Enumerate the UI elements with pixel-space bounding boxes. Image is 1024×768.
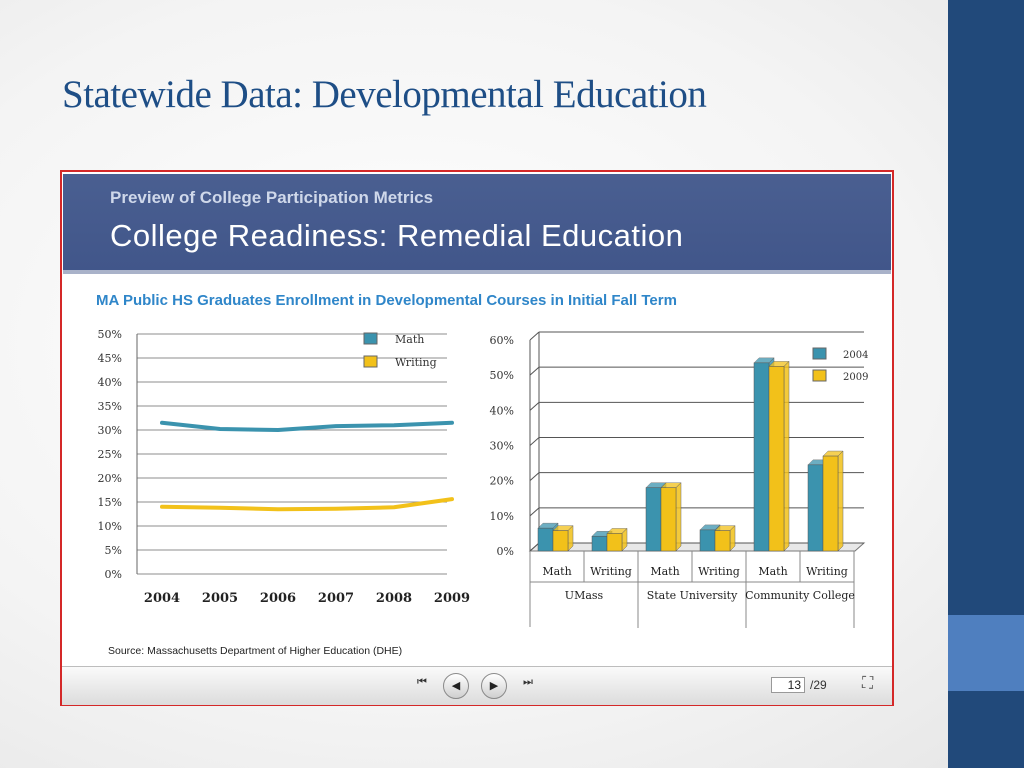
group-label: UMass — [564, 589, 604, 602]
source-note: Source: Massachusetts Department of Higher Education (DHE) — [108, 645, 403, 657]
data-point — [161, 505, 164, 508]
legend-label: Writing — [395, 356, 437, 369]
y-tick-label: 0% — [496, 545, 514, 558]
next-slide-button[interactable]: ▶ — [481, 673, 507, 699]
banner-subtitle: Preview of College Participation Metrics — [110, 188, 434, 207]
x-tick-label: 2007 — [317, 591, 355, 606]
legend-swatch-writing — [364, 356, 377, 367]
x-tick-label: 2008 — [375, 591, 413, 606]
bar-2004 — [646, 488, 661, 551]
first-slide-icon[interactable]: ⏮ — [417, 676, 427, 688]
data-point — [451, 421, 454, 424]
bar-2009 — [661, 488, 676, 551]
y-tick-label: 5% — [104, 544, 122, 557]
data-point — [219, 428, 222, 431]
bar-2009 — [553, 531, 568, 551]
y-tick-label: 40% — [489, 404, 514, 418]
legend-swatch-2004 — [813, 348, 826, 359]
bar-2009 — [607, 533, 622, 551]
x-tick-label: 2009 — [433, 591, 471, 606]
viewer-controls — [62, 666, 892, 705]
data-point — [161, 421, 164, 424]
embedded-slide-viewer — [60, 170, 894, 706]
x-tick-label: Writing — [806, 565, 848, 578]
legend-label: 2009 — [843, 372, 869, 383]
chart-heading: MA Public HS Graduates Enrollment in Developmental Courses in Initial Fall Term — [96, 292, 677, 309]
y-tick-label: 40% — [97, 376, 122, 389]
bar-2009 — [769, 366, 784, 551]
line-chart — [62, 322, 471, 612]
bar-2004 — [538, 528, 553, 551]
slide-title: Statewide Data: Developmental Education — [62, 73, 707, 116]
banner-title: College Readiness: Remedial Education — [110, 218, 684, 253]
page-total: /29 — [810, 678, 827, 692]
legend-swatch-math — [364, 333, 377, 344]
group-label: Community College — [745, 589, 855, 602]
data-point — [393, 506, 396, 509]
y-tick-label: 50% — [489, 369, 514, 383]
y-tick-label: 50% — [97, 328, 122, 341]
data-point — [393, 424, 396, 427]
bar-2009 — [823, 456, 838, 551]
legend-label: Math — [395, 333, 425, 346]
x-tick-label: Writing — [698, 565, 740, 578]
gridline-tick — [530, 508, 539, 516]
last-slide-icon[interactable]: ⏭ — [523, 676, 533, 688]
bar-2004 — [592, 536, 607, 551]
x-tick-label: 2005 — [201, 591, 239, 606]
data-point — [277, 429, 280, 432]
data-point — [335, 425, 338, 428]
gridline-tick — [530, 473, 539, 481]
y-tick-label: 45% — [97, 352, 122, 365]
bar-2009-side — [838, 451, 843, 551]
bar-2009-side — [784, 361, 789, 551]
y-tick-label: 10% — [489, 509, 514, 523]
gridline-tick — [530, 332, 539, 340]
legend-swatch-2009 — [813, 370, 826, 381]
y-tick-label: 10% — [97, 520, 122, 533]
data-point — [335, 507, 338, 510]
page-number-input[interactable]: 13 — [771, 677, 805, 693]
bar-2004 — [808, 465, 823, 551]
bar-2009 — [715, 531, 730, 551]
x-tick-label: 2006 — [259, 591, 297, 606]
y-tick-label: 0% — [104, 568, 122, 581]
y-tick-label: 35% — [97, 400, 122, 413]
x-tick-label: Writing — [590, 565, 632, 578]
y-tick-label: 60% — [489, 334, 514, 347]
legend-label: 2004 — [843, 350, 869, 361]
y-tick-label: 20% — [97, 472, 122, 485]
x-tick-label: Math — [542, 565, 572, 578]
viewer-banner — [63, 174, 891, 274]
y-tick-label: 30% — [97, 424, 122, 437]
data-point — [277, 508, 280, 511]
y-tick-label: 15% — [97, 496, 122, 509]
bar-chart — [462, 322, 892, 622]
series-line-writing — [162, 499, 452, 509]
x-tick-label: 2004 — [143, 591, 181, 606]
y-tick-label: 30% — [489, 439, 514, 453]
data-point — [219, 506, 222, 509]
y-tick-label: 20% — [489, 474, 514, 488]
bar-2004 — [754, 363, 769, 551]
bar-2009-side — [676, 483, 681, 551]
data-point — [451, 498, 454, 501]
previous-slide-button[interactable]: ◀ — [443, 673, 469, 699]
fullscreen-icon[interactable]: ⛶ — [862, 675, 874, 692]
side-accent — [948, 615, 1024, 691]
x-tick-label: Math — [758, 565, 788, 578]
bar-2004 — [700, 530, 715, 551]
group-label: State University — [646, 589, 738, 602]
y-tick-label: 25% — [97, 448, 122, 461]
x-tick-label: Math — [650, 565, 680, 578]
gridline-tick — [530, 438, 539, 446]
gridline-tick — [530, 402, 539, 410]
series-line-math — [162, 423, 452, 430]
gridline-tick — [530, 367, 539, 375]
